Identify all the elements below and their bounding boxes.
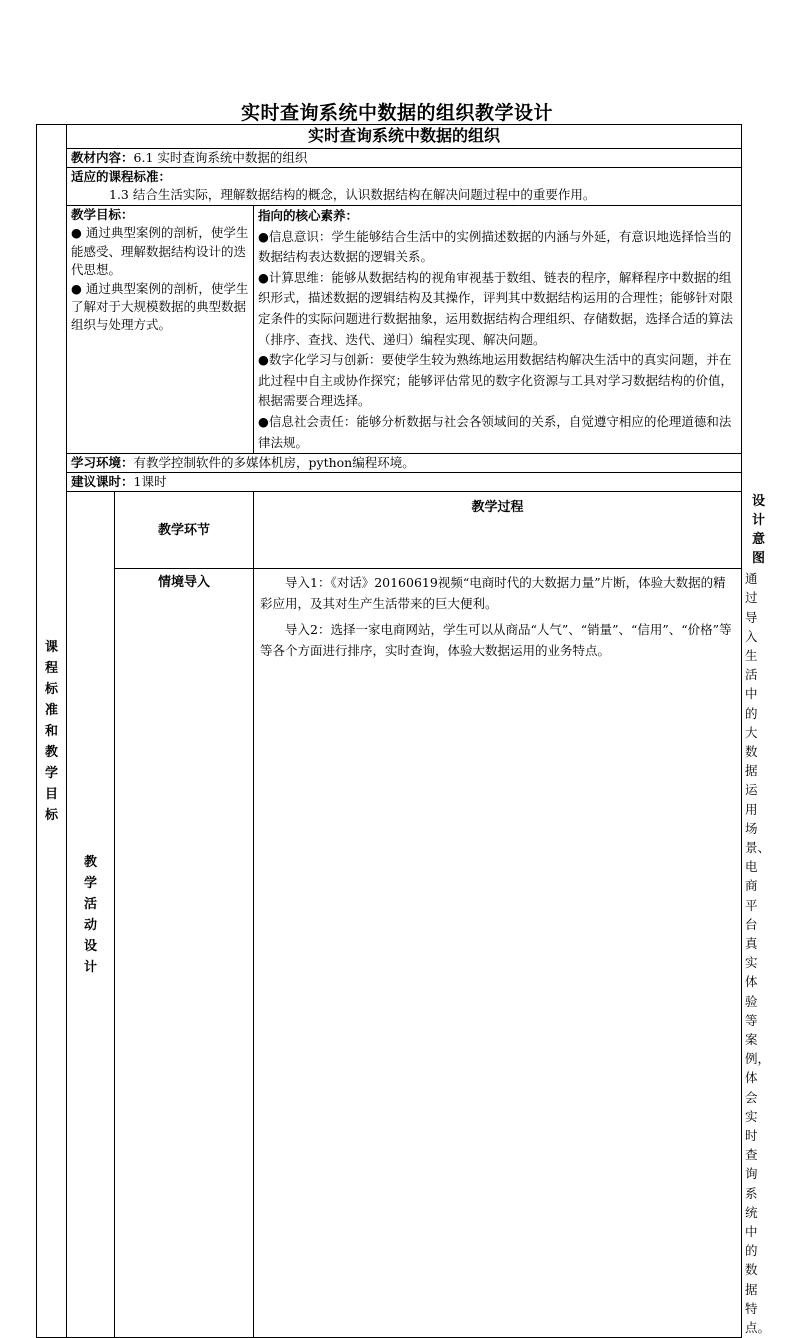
literacy-cell [254, 206, 742, 454]
environment-label: 学习环境： [71, 455, 134, 471]
hours-row [67, 473, 742, 492]
hours-value: 1课时 [133, 474, 167, 490]
material-label: 教材内容： [71, 150, 134, 165]
standard-row [67, 168, 742, 206]
material-value: 6.1 实时查询系统中数据的组织 [133, 150, 308, 165]
environment-value: 有教学控制软件的多媒体机房，python编程环境。 [133, 455, 415, 471]
standard-value: 1.3 结合生活实际，理解数据结构的概念，认识数据结构在解决问题过程中的重要作用。 [109, 187, 596, 202]
literacy-item: ●信息社会责任：能够分析数据与社会各领域间的关系，自觉遵守相应的伦理道德和法律法规。 [258, 413, 732, 450]
literacy-item: ●信息意识：学生能够结合生活中的实例描述数据的内涵与外延，有意识地选择恰当的数据结构表达数据的逻辑关系。 [258, 228, 732, 265]
document-title: 实时查询系统中数据的组织教学设计 [240, 102, 553, 124]
goals-cell [67, 206, 254, 454]
process-paragraph: 导入2：选择一家电商网站，学生可以从商品“人气”、“销量”、“信用”、“价格”等等各个方面进行排序，实时查询，体验大数据运用的业务特点。 [260, 622, 732, 658]
content-title: 实时查询系统中数据的组织 [67, 125, 742, 149]
goals-label: 教学目标： [71, 207, 134, 222]
phase-cell: 情境导入 [115, 569, 254, 1338]
literacy-item: ●计算思维：能够从数据结构的视角审视基于数组、链表的程序，解释程序中数据的组织形式，描述数据的逻辑结构及其操作，评判其中数据结构运用的合理性；能够针对限定条件的实际问题进行数据抽象，运用数据结构合理组织、存储数据，选择合适的算法（排序、查找、迭代、递归）编程实现、解决问题。 [258, 269, 734, 347]
material-row [67, 149, 742, 168]
goal-item: ● 通过典型案例的剖析，使学生了解对于大规模数据的典型数据组织与处理方式。 [71, 280, 249, 333]
section-label-activities: 教 学 活 动 设 计 [67, 492, 115, 1338]
lesson-plan-table: 课 程 标 准 和 教 学 目 标 实时查询系统中数据的组织 教材内容：6.1 实时查询系统中数据的组织 适应的课程标准： 1.3 结合生活实际，理解数据结构的概念，认识数据结构在解决问题过程中的重要作用。 教学目标： ● 通过典型案例的剖析，使学生能感受、理解数据结构设计的迭代思想。 ● 通过典型案例的剖析，使学生了解对于大规模数据的典型数据组织与处理方式。 指向的核心素养： ●信息意识：学生能够结合生活中的实例描述数据的内涵与外延，有意识地选择恰当的数据结构表达数据的逻辑关系。 ●计算思维：能够从数据结构的视角审视基于数组、链表的程序，解释程序中数据的组织形式，描述数据的逻辑结构及其操作，评判其中数据结构运用的合理性；能够针对限定条件的实际问题进行数据抽象，运用数据结构合理组织、存储数据，选择合适的算法（排序、查找、迭代、递归）编程实现、解决问题。 ●数字化学习与创新：要使学生较为熟练地运用数据结构解决生活中的真实问题，并在此过程中自主或协作探究；能够评估常见的数字化资源与工具对学习数据结构的价值，根据需要合理选择。 ●信息社会责任：能够分析数据与社会各领域间的关系，自觉遵守相应的伦理道德和法律法规。 学习环境：有教学控制软件的多媒体机房，python编程环境。 建议课时：1课时 教 学 活 动 设 计 教学环节 教学过程 设计意图 情境导入 导入1：《对话》20160619视频“电商时代的大数据力量”片断，体验大数据的精彩应用，及其对生产生活带来的巨大便利。 导入2：选择一家电商网站，学生可以从商品“人气”、“销量”、“信用”、“价格”等等各个方面进行排序，实时查询，体验大数据运用的业务特点。 通过导入生活中的大数据运用场景、电商平台真实体验等案例，体会实时查询系统中的数据特点。 [36, 124, 742, 1338]
process-cell [254, 569, 742, 1338]
goal-item: ● 通过典型案例的剖析，使学生能感受、理解数据结构设计的迭代思想。 [71, 225, 249, 278]
section-label-standards: 课 程 标 准 和 教 学 目 标 [37, 125, 67, 1338]
process-paragraph: 导入1：《对话》20160619视频“电商时代的大数据力量”片断，体验大数据的精彩应用，及其对生产生活带来的巨大便利。 [260, 575, 726, 611]
standard-label: 适应的课程标准： [71, 169, 172, 184]
environment-row [67, 454, 742, 473]
header-process: 教学过程 [254, 492, 742, 569]
literacy-label: 指向的核心素养： [258, 208, 359, 223]
hours-label: 建议课时： [71, 474, 134, 490]
header-phase: 教学环节 [115, 492, 254, 569]
literacy-item: ●数字化学习与创新：要使学生较为熟练地运用数据结构解决生活中的真实问题，并在此过程中自主或协作探究；能够评估常见的数字化资源与工具对学习数据结构的价值，根据需要合理选择。 [258, 352, 734, 409]
